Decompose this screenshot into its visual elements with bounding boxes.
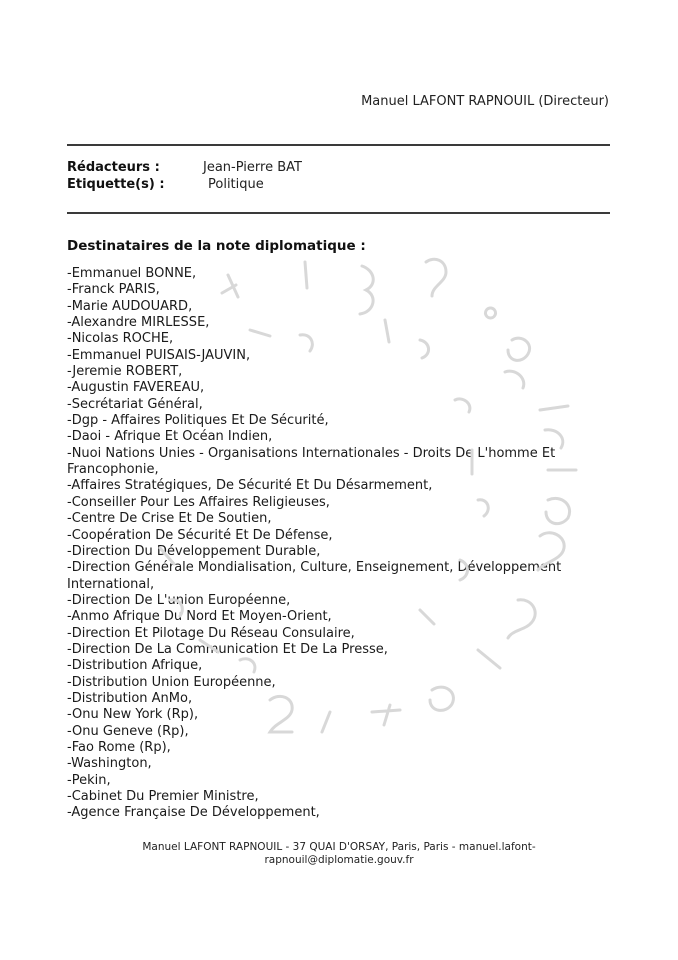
etiquettes-row	[67, 176, 264, 193]
list-item: -Secrétariat Général,	[67, 396, 203, 412]
footer	[100, 841, 578, 867]
redacteurs-label: Rédacteurs :	[67, 160, 160, 175]
list-item: -Nicolas ROCHE,	[67, 331, 174, 347]
redacteurs-value: Jean-Pierre BAT	[203, 160, 302, 175]
footer-line-1: Manuel LAFONT RAPNOUIL - 37 QUAI D'ORSAY, Paris, Paris - manuel.lafont-	[142, 841, 536, 853]
list-item: -Coopération De Sécurité Et De Défense,	[67, 527, 333, 543]
list-item: -Affaires Stratégiques, De Sécurité Et Du Désarmement,	[67, 478, 433, 494]
list-item: -Jeremie ROBERT,	[67, 364, 183, 380]
list-item: -Daoi - Afrique Et Océan Indien,	[67, 429, 273, 445]
list-item: -Direction Générale Mondialisation, Culture, Enseignement, Développement International,	[67, 560, 562, 592]
list-item: -Emmanuel PUISAIS-JAUVIN,	[67, 347, 251, 363]
list-item: -Centre De Crise Et De Soutien,	[67, 511, 272, 527]
list-item: -Cabinet Du Premier Ministre,	[67, 789, 259, 804]
redacteurs-row	[67, 159, 302, 176]
list-item: -Dgp - Affaires Politiques Et De Sécurité,	[67, 413, 329, 429]
footer-line-2: rapnouil@diplomatie.gouv.fr	[264, 854, 414, 866]
list-item: -Direction De La Communication Et De La Presse,	[67, 641, 388, 657]
recipients-heading: Destinataires de la note diplomatique :	[67, 238, 366, 254]
author-line: Manuel LAFONT RAPNOUIL (Directeur)	[361, 94, 609, 109]
list-item: -Agence Française De Développement,	[67, 805, 320, 821]
etiquettes-value: Politique	[208, 177, 264, 192]
list-item: -Fao Rome (Rp),	[67, 739, 171, 755]
list-item: -Washington,	[67, 756, 152, 772]
list-item: -Nuoi Nations Unies - Organisations Internationales - Droits De L'homme Et Francophonie,	[67, 445, 556, 478]
list-item: -Direction De L'union Européenne,	[67, 592, 291, 608]
etiquettes-label: Etiquette(s) :	[67, 177, 165, 192]
list-item: -Anmo Afrique Du Nord Et Moyen-Orient,	[67, 609, 332, 625]
list-item: -Distribution AnMo,	[67, 690, 193, 706]
list-item: -Conseiller Pour Les Affaires Religieuses,	[67, 494, 330, 510]
list-item: -Marie AUDOUARD,	[67, 298, 193, 314]
list-item: -Onu Geneve (Rp),	[67, 723, 189, 739]
list-item: -Emmanuel BONNE,	[67, 266, 197, 281]
list-item: -Alexandre MIRLESSE,	[67, 315, 210, 331]
list-item: -Onu New York (Rp),	[67, 707, 199, 723]
recipients-list	[67, 266, 597, 822]
list-item: -Distribution Union Européenne,	[67, 674, 276, 690]
top-divider	[67, 144, 610, 146]
list-item: -Distribution Afrique,	[67, 658, 203, 674]
list-item: -Franck PARIS,	[67, 282, 160, 298]
list-item: -Augustin FAVEREAU,	[67, 380, 205, 396]
list-item: -Direction Du Développement Durable,	[67, 543, 321, 559]
list-item: -Direction Et Pilotage Du Réseau Consulaire,	[67, 625, 355, 641]
list-item: -Pekin,	[67, 772, 111, 788]
bottom-divider	[67, 212, 610, 214]
